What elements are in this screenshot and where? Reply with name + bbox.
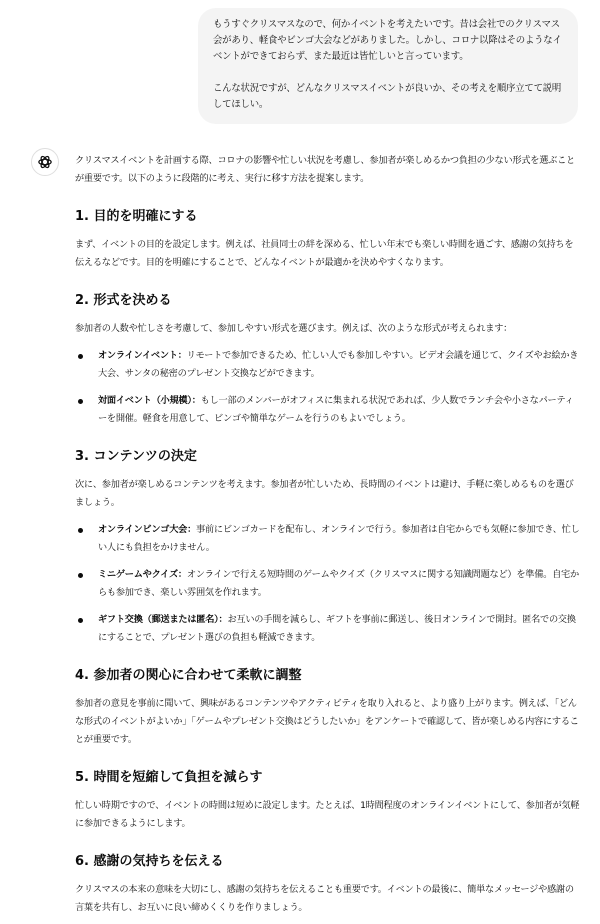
section-heading: 6. 感謝の気持ちを伝える (75, 854, 224, 869)
list-item: オンラインイベント：リモートで参加できるため、忙しい人でも参加しやすい。ビデオ会議を通じて、クイズやお絵かき大会、サンタの秘密のプレゼント交換などができます。 (75, 347, 580, 383)
bullet-list (75, 347, 580, 428)
section-heading: 4. 参加者の関心に合わせて柔軟に調整 (75, 668, 302, 683)
user-message-paragraph: こんな状況ですが、どんなクリスマスイベントが良いか、その考えを順序立てて説明してほしい。 (213, 83, 562, 110)
list-item: ギフト交換（郵送または匿名）：お互いの手間を減らし、ギフトを事前に郵送し、後日オンラインで開封。匿名での交換にすることで、プレゼント選びの負担も軽減できます。 (75, 611, 580, 647)
section-heading: 5. 時間を短縮して負担を減らす (75, 770, 263, 785)
list-item: ミニゲームやクイズ：オンラインで行える短時間のゲームやクイズ（クリスマスに関する知識問題など）を準備。自宅からも参加でき、楽しい雰囲気を作れます。 (75, 566, 580, 602)
section-body: 参加者の人数や忙しさを考慮して、参加しやすい形式を選びます。例えば、次のような形式が考えられます： (75, 323, 513, 334)
assistant-avatar (31, 148, 59, 176)
section-heading: 2. 形式を決める (75, 293, 172, 308)
user-message-bubble (198, 8, 578, 124)
list-item: 対面イベント（小規模）：もし一部のメンバーがオフィスに集まれる状況であれば、少人数でランチ会や小さなパーティーを開催。軽食を用意して、ビンゴや簡単なゲームを行うのもよいでしょう。 (75, 392, 580, 428)
openai-logo-icon (36, 153, 54, 171)
assistant-intro: クリスマスイベントを計画する際、コロナの影響や忙しい状況を考慮し、参加者が楽しめるかつ負担の少ない形式を選ぶことが重要です。以下のように段階的に考え、実行に移す方法を提案します。 (75, 155, 575, 184)
assistant-message (75, 152, 580, 917)
section-body: 忙しい時期ですので、イベントの時間は短めに設定します。たとえば、1時間程度のオンラインイベントにして、参加者が気軽に参加できるようにします。 (75, 800, 580, 829)
section-body: 参加者の意見を事前に聞いて、興味があるコンテンツやアクティビティを取り入れると、より盛り上がります。例えば、「どんな形式のイベントがよいか」「ゲームやプレゼント交換はどうしたいか」をアンケートで確認して、皆が楽しめる内容にすることが重要です。 (75, 698, 579, 745)
bullet-list (75, 521, 580, 647)
section-body: クリスマスの本来の意味を大切にし、感謝の気持ちを伝えることも重要です。イベントの最後に、簡単なメッセージや感謝の言葉を共有し、お互いに良い締めくくりを作りましょう。 (75, 884, 574, 913)
section-heading: 3. コンテンツの決定 (75, 449, 197, 464)
section-body: まず、イベントの目的を設定します。例えば、社員同士の絆を深める、忙しい年末でも楽しい時間を過ごす、感謝の気持ちを伝えるなどです。目的を明確にすることで、どんなイベントが最適かを決めやすくなります。 (75, 239, 574, 268)
section-heading: 1. 目的を明確にする (75, 209, 198, 224)
list-item: オンラインビンゴ大会：事前にビンゴカードを配布し、オンラインで行う。参加者は自宅からでも気軽に参加でき、忙しい人にも負担をかけません。 (75, 521, 580, 557)
section-body: 次に、参加者が楽しめるコンテンツを考えます。参加者が忙しいため、長時間のイベントは避け、手軽に楽しめるものを選びましょう。 (75, 479, 574, 508)
user-message-paragraph: もうすぐクリスマスなので、何かイベントを考えたいです。昔は会社でのクリスマス会があり、軽食やビンゴ大会などがありました。しかし、コロナ以降はそのようなイベントができておらず、また最近は皆忙しいと言っています。 (213, 19, 562, 62)
